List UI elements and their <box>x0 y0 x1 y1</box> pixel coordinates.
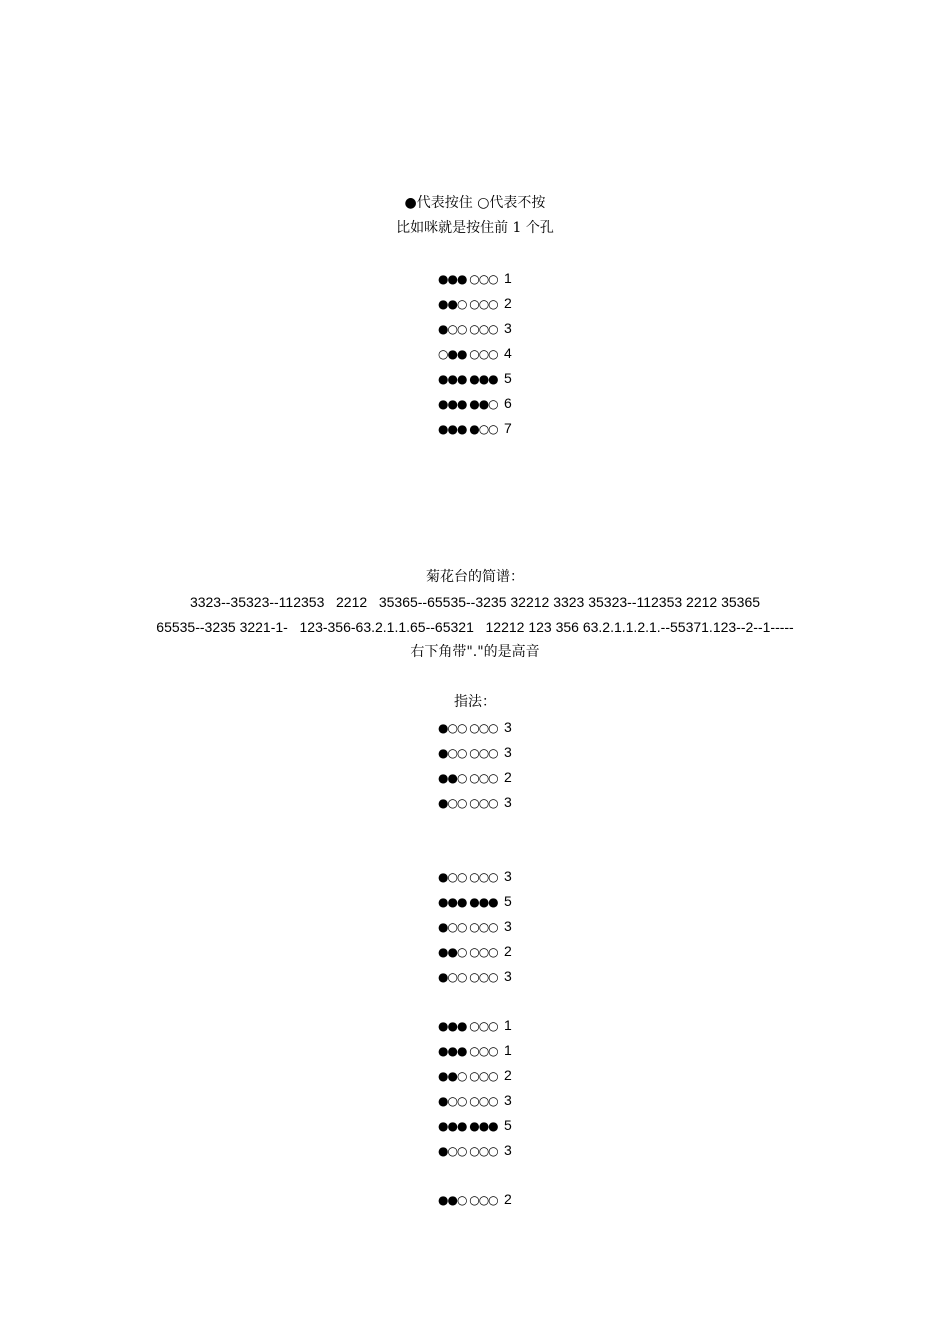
hole-pattern: ●●○ ○○○ <box>438 945 498 959</box>
hole-pattern: ●●● ○○○ <box>438 1044 498 1058</box>
note-number: 3 <box>504 868 512 884</box>
legend-text: ●代表按住 ○代表不按 <box>404 195 546 211</box>
hole-pattern: ●○○ ○○○ <box>438 721 498 735</box>
hole-pattern: ●○○ ○○○ <box>438 970 498 984</box>
note-number: 6 <box>504 395 512 411</box>
fingering-row <box>438 1041 512 1060</box>
fingering-row <box>438 942 512 961</box>
fingering-row <box>438 1016 512 1035</box>
hole-pattern: ●●○ ○○○ <box>438 1193 498 1207</box>
example-text: 比如咪就是按住前 1 个孔 <box>396 220 554 236</box>
note-number: 4 <box>504 345 512 361</box>
fingering-row <box>438 1066 512 1085</box>
note-number: 3 <box>504 918 512 934</box>
note-number: 7 <box>504 420 512 436</box>
hole-pattern: ●●● ○○○ <box>438 1019 498 1033</box>
fingering-row <box>438 269 512 288</box>
notation-line-1: 3323--35323--112353 2212 35365--65535--3235 32212 3323 35323--112353 2212 35365 <box>189 594 761 610</box>
fingering-row <box>438 892 512 911</box>
hole-pattern: ●●● ●●● <box>438 1119 498 1133</box>
note-number: 3 <box>504 320 512 336</box>
note-number: 5 <box>504 370 512 386</box>
note-number: 2 <box>504 295 512 311</box>
fingering-label: 指法： <box>454 694 496 710</box>
hole-pattern: ○●● ○○○ <box>438 347 498 361</box>
note-number: 2 <box>504 1191 512 1207</box>
hole-pattern: ●●○ ○○○ <box>438 1069 498 1083</box>
note-number: 3 <box>504 1142 512 1158</box>
fingering-row <box>438 319 512 338</box>
note-number: 1 <box>504 1017 512 1033</box>
note-number: 2 <box>504 769 512 785</box>
fingering-row <box>438 917 512 936</box>
notation-line-2: 65535--3235 3221-1- 123-356-63.2.1.1.65--65321 12212 123 356 63.2.1.1.2.1.--55371.123--2--1----- <box>156 619 794 635</box>
fingering-row <box>438 867 512 886</box>
fingering-row <box>438 344 512 363</box>
hole-pattern: ●●● ●○○ <box>438 422 498 436</box>
hole-pattern: ●●○ ○○○ <box>438 771 498 785</box>
fingering-row <box>438 967 512 986</box>
fingering-row <box>438 1091 512 1110</box>
fingering-row <box>438 1116 512 1135</box>
hole-pattern: ●○○ ○○○ <box>438 1094 498 1108</box>
hole-pattern: ●●● ●●○ <box>438 397 498 411</box>
fingering-row <box>438 793 512 812</box>
note-number: 3 <box>504 744 512 760</box>
fingering-row <box>438 1141 512 1160</box>
note-number: 3 <box>504 794 512 810</box>
hole-pattern: ●●● ●●● <box>438 895 498 909</box>
note-number: 5 <box>504 893 512 909</box>
hole-pattern: ●●● ●●● <box>438 372 498 386</box>
note-number: 1 <box>504 1042 512 1058</box>
fingering-row <box>438 768 512 787</box>
hole-pattern: ●○○ ○○○ <box>438 870 498 884</box>
note-number: 2 <box>504 943 512 959</box>
fingering-row <box>438 718 512 737</box>
hole-pattern: ●○○ ○○○ <box>438 1144 498 1158</box>
fingering-row <box>438 294 512 313</box>
note-number: 2 <box>504 1067 512 1083</box>
note-number: 3 <box>504 968 512 984</box>
fingering-row <box>438 369 512 388</box>
fingering-row <box>438 743 512 762</box>
hole-pattern: ●○○ ○○○ <box>438 746 498 760</box>
song-title: 菊花台的简谱： <box>426 569 524 585</box>
high-note-note: 右下角带"."的是高音 <box>410 644 540 660</box>
hole-pattern: ●●○ ○○○ <box>438 297 498 311</box>
note-number: 1 <box>504 270 512 286</box>
note-number: 3 <box>504 719 512 735</box>
fingering-row <box>438 1190 512 1209</box>
fingering-row <box>438 394 512 413</box>
hole-pattern: ●●● ○○○ <box>438 272 498 286</box>
note-number: 5 <box>504 1117 512 1133</box>
hole-pattern: ●○○ ○○○ <box>438 796 498 810</box>
fingering-row <box>438 419 512 438</box>
hole-pattern: ●○○ ○○○ <box>438 322 498 336</box>
note-number: 3 <box>504 1092 512 1108</box>
hole-pattern: ●○○ ○○○ <box>438 920 498 934</box>
